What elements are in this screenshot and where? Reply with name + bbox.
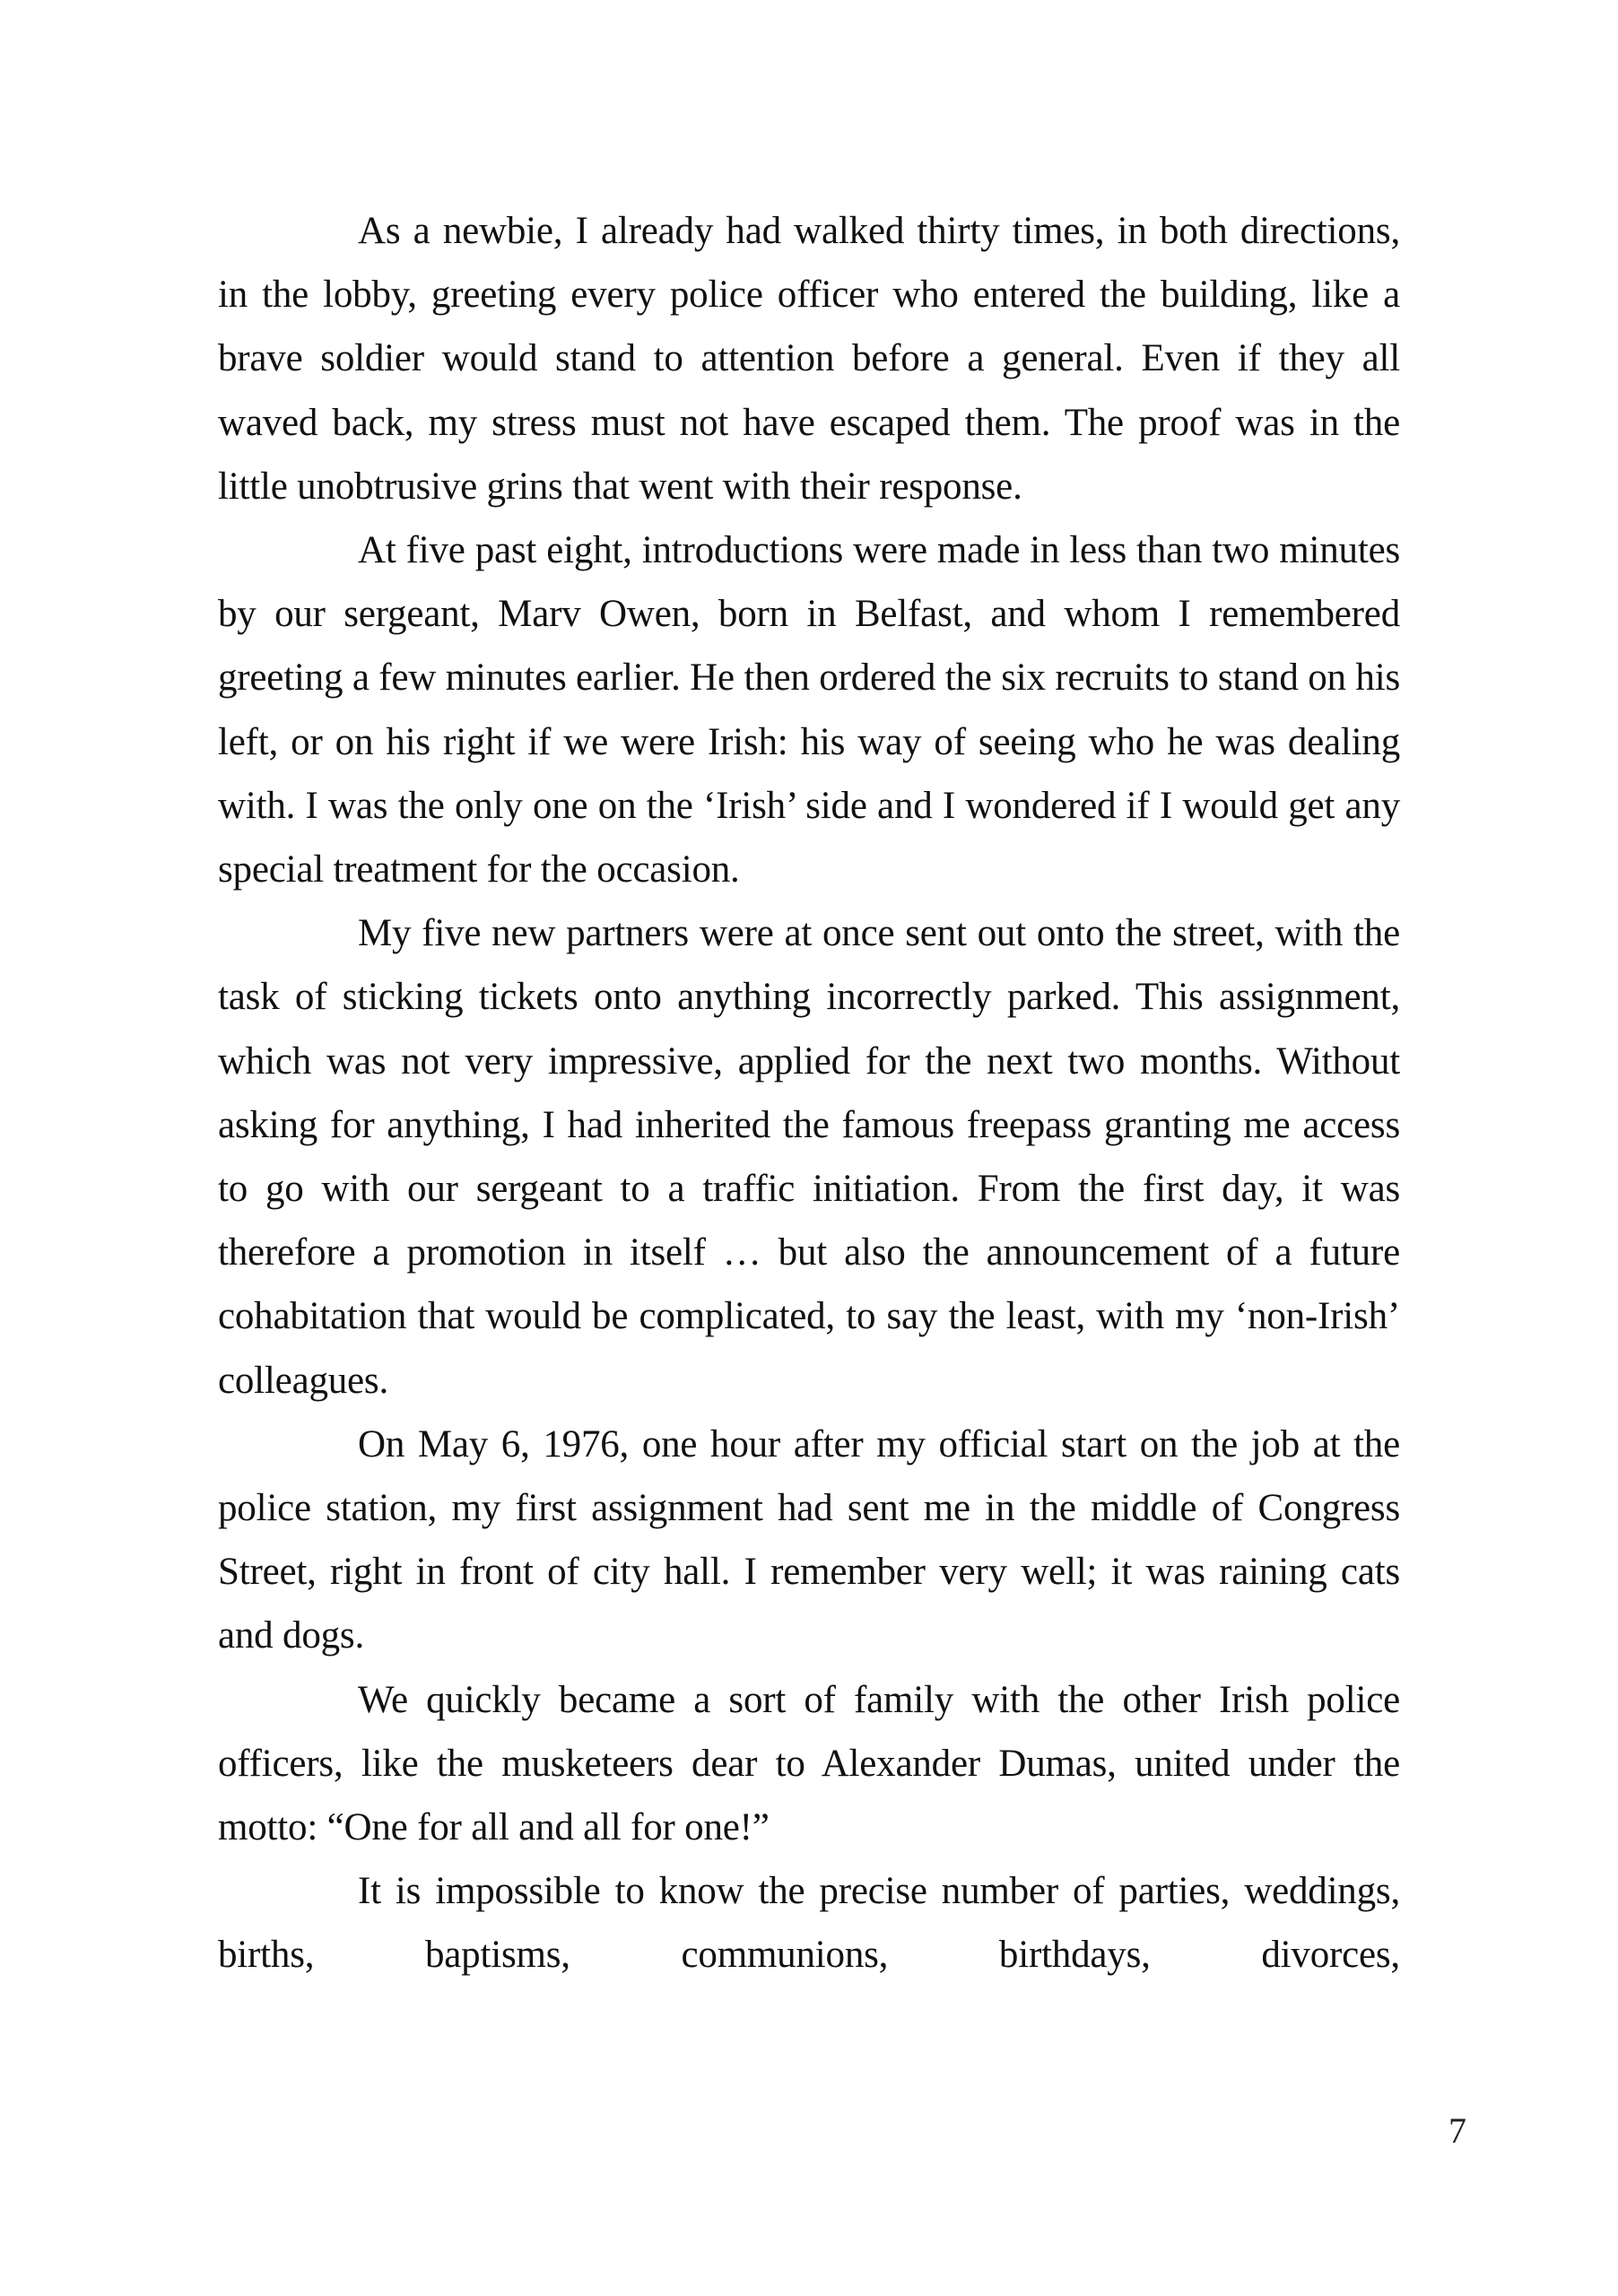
- paragraph-introductions: At five past eight, introductions were made in less than two minutes by our sergeant, Marv Owen, born in Belfast, and whom I remembered greeting a few minutes earlier. He then ordered the six recruits to stand on his left, or on his right if we were Irish: his way of seeing who he was dealing with. I was the only one on the ‘Irish’ side and I wondered if I would get any special treatment for the occasion.: [218, 529, 1400, 891]
- paragraph-first-assignment: On May 6, 1976, one hour after my official start on the job at the police station, my first assignment had sent me in the middle of Congress Street, right in front of city hall. I remember very well; it was raining cats and dogs.: [218, 1422, 1400, 1657]
- page-number: 7: [1448, 2110, 1466, 2151]
- paragraph-partners: My five new partners were at once sent out onto the street, with the task of sticking tickets onto anything incorrectly parked. This assignment, which was not very impressive, applied for the next two months. Without asking for anything, I had inherited the famous freepass granting me access to go with our sergeant to a traffic initiation. From the first day, it was therefore a promotion in itself … but also the announcement of a future cohabitation that would be complicated, to say the least, with my ‘non-Irish’ colleagues.: [218, 912, 1400, 1402]
- page-body: [218, 199, 1400, 1987]
- paragraph-parties: It is impossible to know the precise number of parties, weddings, births, baptisms, communions, birthdays, divorces,: [218, 1870, 1400, 1977]
- paragraph-newbie: As a newbie, I already had walked thirty times, in both directions, in the lobby, greeting every police officer who entered the building, like a brave soldier would stand to attention before a general. Even if they all waved back, my stress must not have escaped them. The proof was in the little unobtrusive grins that went with their response.: [218, 210, 1400, 508]
- paragraph-musketeers: We quickly became a sort of family with the other Irish police officers, like the musketeers dear to Alexander Dumas, united under the motto: “One for all and all for one!”: [218, 1678, 1400, 1849]
